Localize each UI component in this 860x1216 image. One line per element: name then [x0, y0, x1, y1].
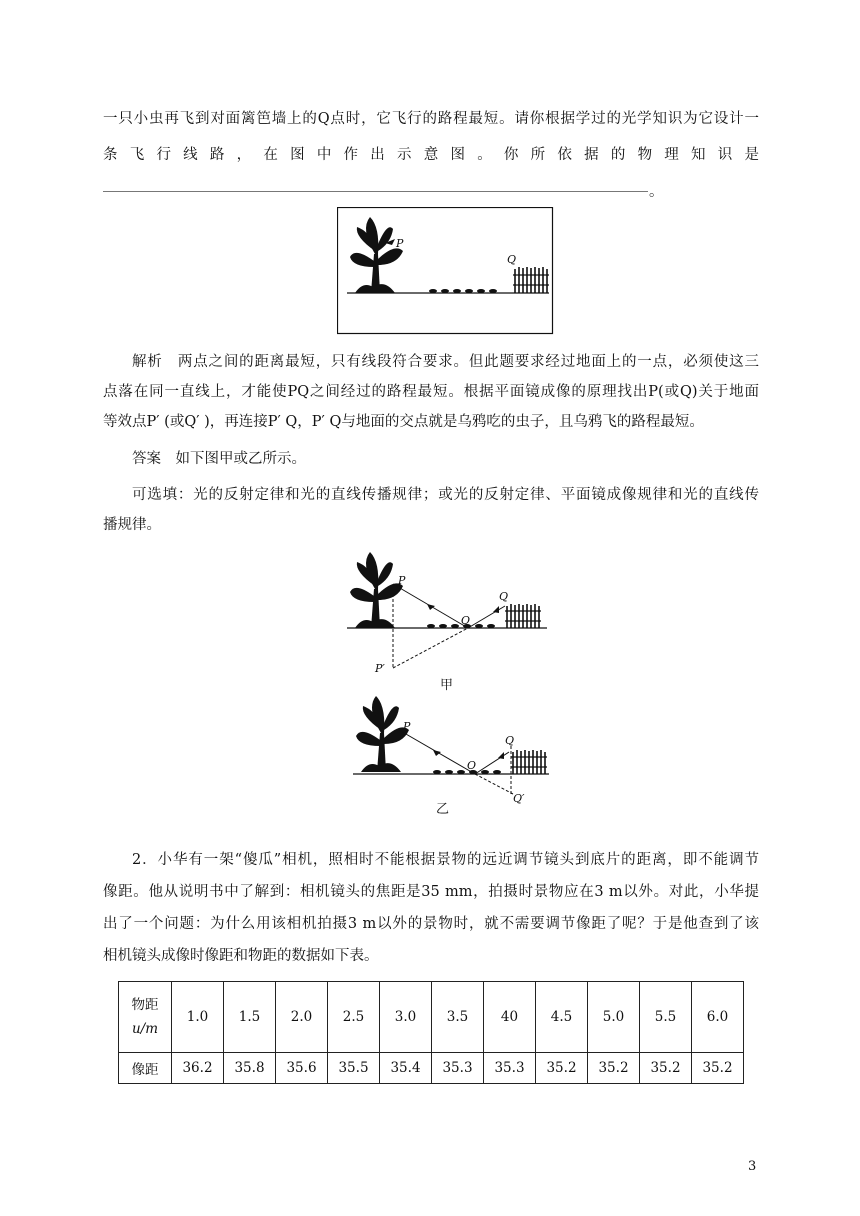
blank-period: 。	[649, 184, 664, 200]
label-p-prime: P′	[375, 662, 385, 674]
fence-icon	[511, 750, 547, 774]
table-cell: 35.2	[536, 1053, 588, 1084]
table-cell: 35.3	[432, 1053, 484, 1084]
label-p: P	[398, 574, 406, 587]
table-cell: 35.8	[224, 1053, 276, 1084]
analysis-line2: 点落在同一直线上，才能使PQ之间经过的路程最短。根据平面镜成像的原理找出P(或Q)关于地面	[103, 384, 759, 400]
ray-arrow-icon	[433, 750, 441, 756]
table-cell: 1.0	[172, 982, 224, 1053]
table-row-image-distance	[119, 1053, 744, 1084]
table-cell: 35.2	[640, 1053, 692, 1084]
label-o: O	[467, 759, 477, 772]
answer-line2: 可选填：光的反射定律和光的直线传播规律；或光的反射定律、平面镜成像规律和光的直线传	[132, 487, 759, 503]
page-number: 3	[748, 1159, 757, 1174]
ray-arrow-icon	[493, 606, 499, 613]
table-cell: 35.5	[328, 1053, 380, 1084]
tree-icon	[350, 552, 403, 628]
answer-line3: 播规律。	[103, 517, 161, 533]
table-cell: 2.0	[276, 982, 328, 1053]
table-header-cell: 物距 u/m	[119, 982, 172, 1053]
virtual-ray-dashed	[393, 628, 468, 668]
table-cell: 2.5	[328, 982, 380, 1053]
table-header-cell: 像距	[119, 1053, 172, 1084]
ray-arrow-icon	[498, 752, 504, 759]
table-cell: 35.2	[588, 1053, 640, 1084]
distance-data-table	[118, 981, 744, 1084]
label-p: P	[396, 237, 404, 250]
problem2-line1: 2．小华有一架“傻瓜”相机，照相时不能根据景物的远近调节镜头到底片的距离，即不能调节	[132, 852, 759, 868]
problem1-line1: 一只小虫再飞到对面篱笆墙上的Q点时，它飞行的路程最短。请你根据学过的光学知识为它设计一	[103, 111, 759, 127]
table-cell: 6.0	[692, 982, 744, 1053]
problem1-line2: 条 飞 行 线 路 ， 在 图 中 作 出 示 意 图 。 你 所 依 据 的 物 理 知 识 是	[103, 147, 759, 163]
reflected-ray	[468, 606, 505, 628]
figure-jia	[343, 544, 549, 674]
label-q: Q	[505, 734, 515, 747]
analysis-line1: 解析 两点之间的距离最短，只有线段符合要求。但此题要求经过地面上的一点，必须使这三	[132, 354, 759, 370]
figure-tree-fence-boxed	[337, 207, 554, 335]
problem2-line3: 出了一个问题：为什么用该相机拍摄3 m以外的景物时，就不需要调节像距了呢？于是他查到了该	[103, 916, 759, 932]
table-cell: 5.5	[640, 982, 692, 1053]
label-q-prime: Q′	[513, 792, 525, 805]
analysis-line3: 等效点P′ (或Q′ )，再连接P′ Q，P′ Q与地面的交点就是乌鸦吃的虫子，且乌鸦飞的路程最短。	[103, 414, 704, 430]
table-cell: 35.6	[276, 1053, 328, 1084]
table-cell: 4.5	[536, 982, 588, 1053]
answer-line1: 答案 如下图甲或乙所示。	[132, 451, 306, 467]
table-cell: 36.2	[172, 1053, 224, 1084]
table-cell: 3.0	[380, 982, 432, 1053]
table-cell: 35.2	[692, 1053, 744, 1084]
figure-yi	[351, 688, 551, 806]
table-cell: 35.4	[380, 1053, 432, 1084]
label-p: P	[403, 720, 411, 733]
table-cell: 35.3	[484, 1053, 536, 1084]
insects-icon	[429, 289, 497, 293]
figure-yi-caption: 乙	[436, 802, 450, 817]
table-cell: 40	[484, 982, 536, 1053]
problem2-line2: 像距。他从说明书中了解到：相机镜头的焦距是35 mm，拍摄时景物应在3 m以外。对此，小华提	[103, 884, 759, 900]
label-q: Q	[499, 590, 509, 603]
label-q: Q	[507, 253, 517, 266]
table-row-object-distance	[119, 982, 744, 1053]
answer-blank-line	[103, 191, 648, 192]
table-cell: 5.0	[588, 982, 640, 1053]
table-cell: 3.5	[432, 982, 484, 1053]
table-cell: 1.5	[224, 982, 276, 1053]
fence-icon	[505, 604, 541, 628]
fence-icon	[513, 267, 549, 293]
tree-icon	[350, 217, 403, 293]
tree-icon	[356, 696, 409, 772]
label-o: O	[461, 614, 471, 627]
problem2-line4: 相机镜头成像时像距和物距的数据如下表。	[103, 948, 379, 964]
figure-jia-caption: 甲	[440, 678, 454, 693]
ray-arrow-icon	[427, 604, 435, 610]
virtual-ray-dashed	[475, 774, 513, 794]
